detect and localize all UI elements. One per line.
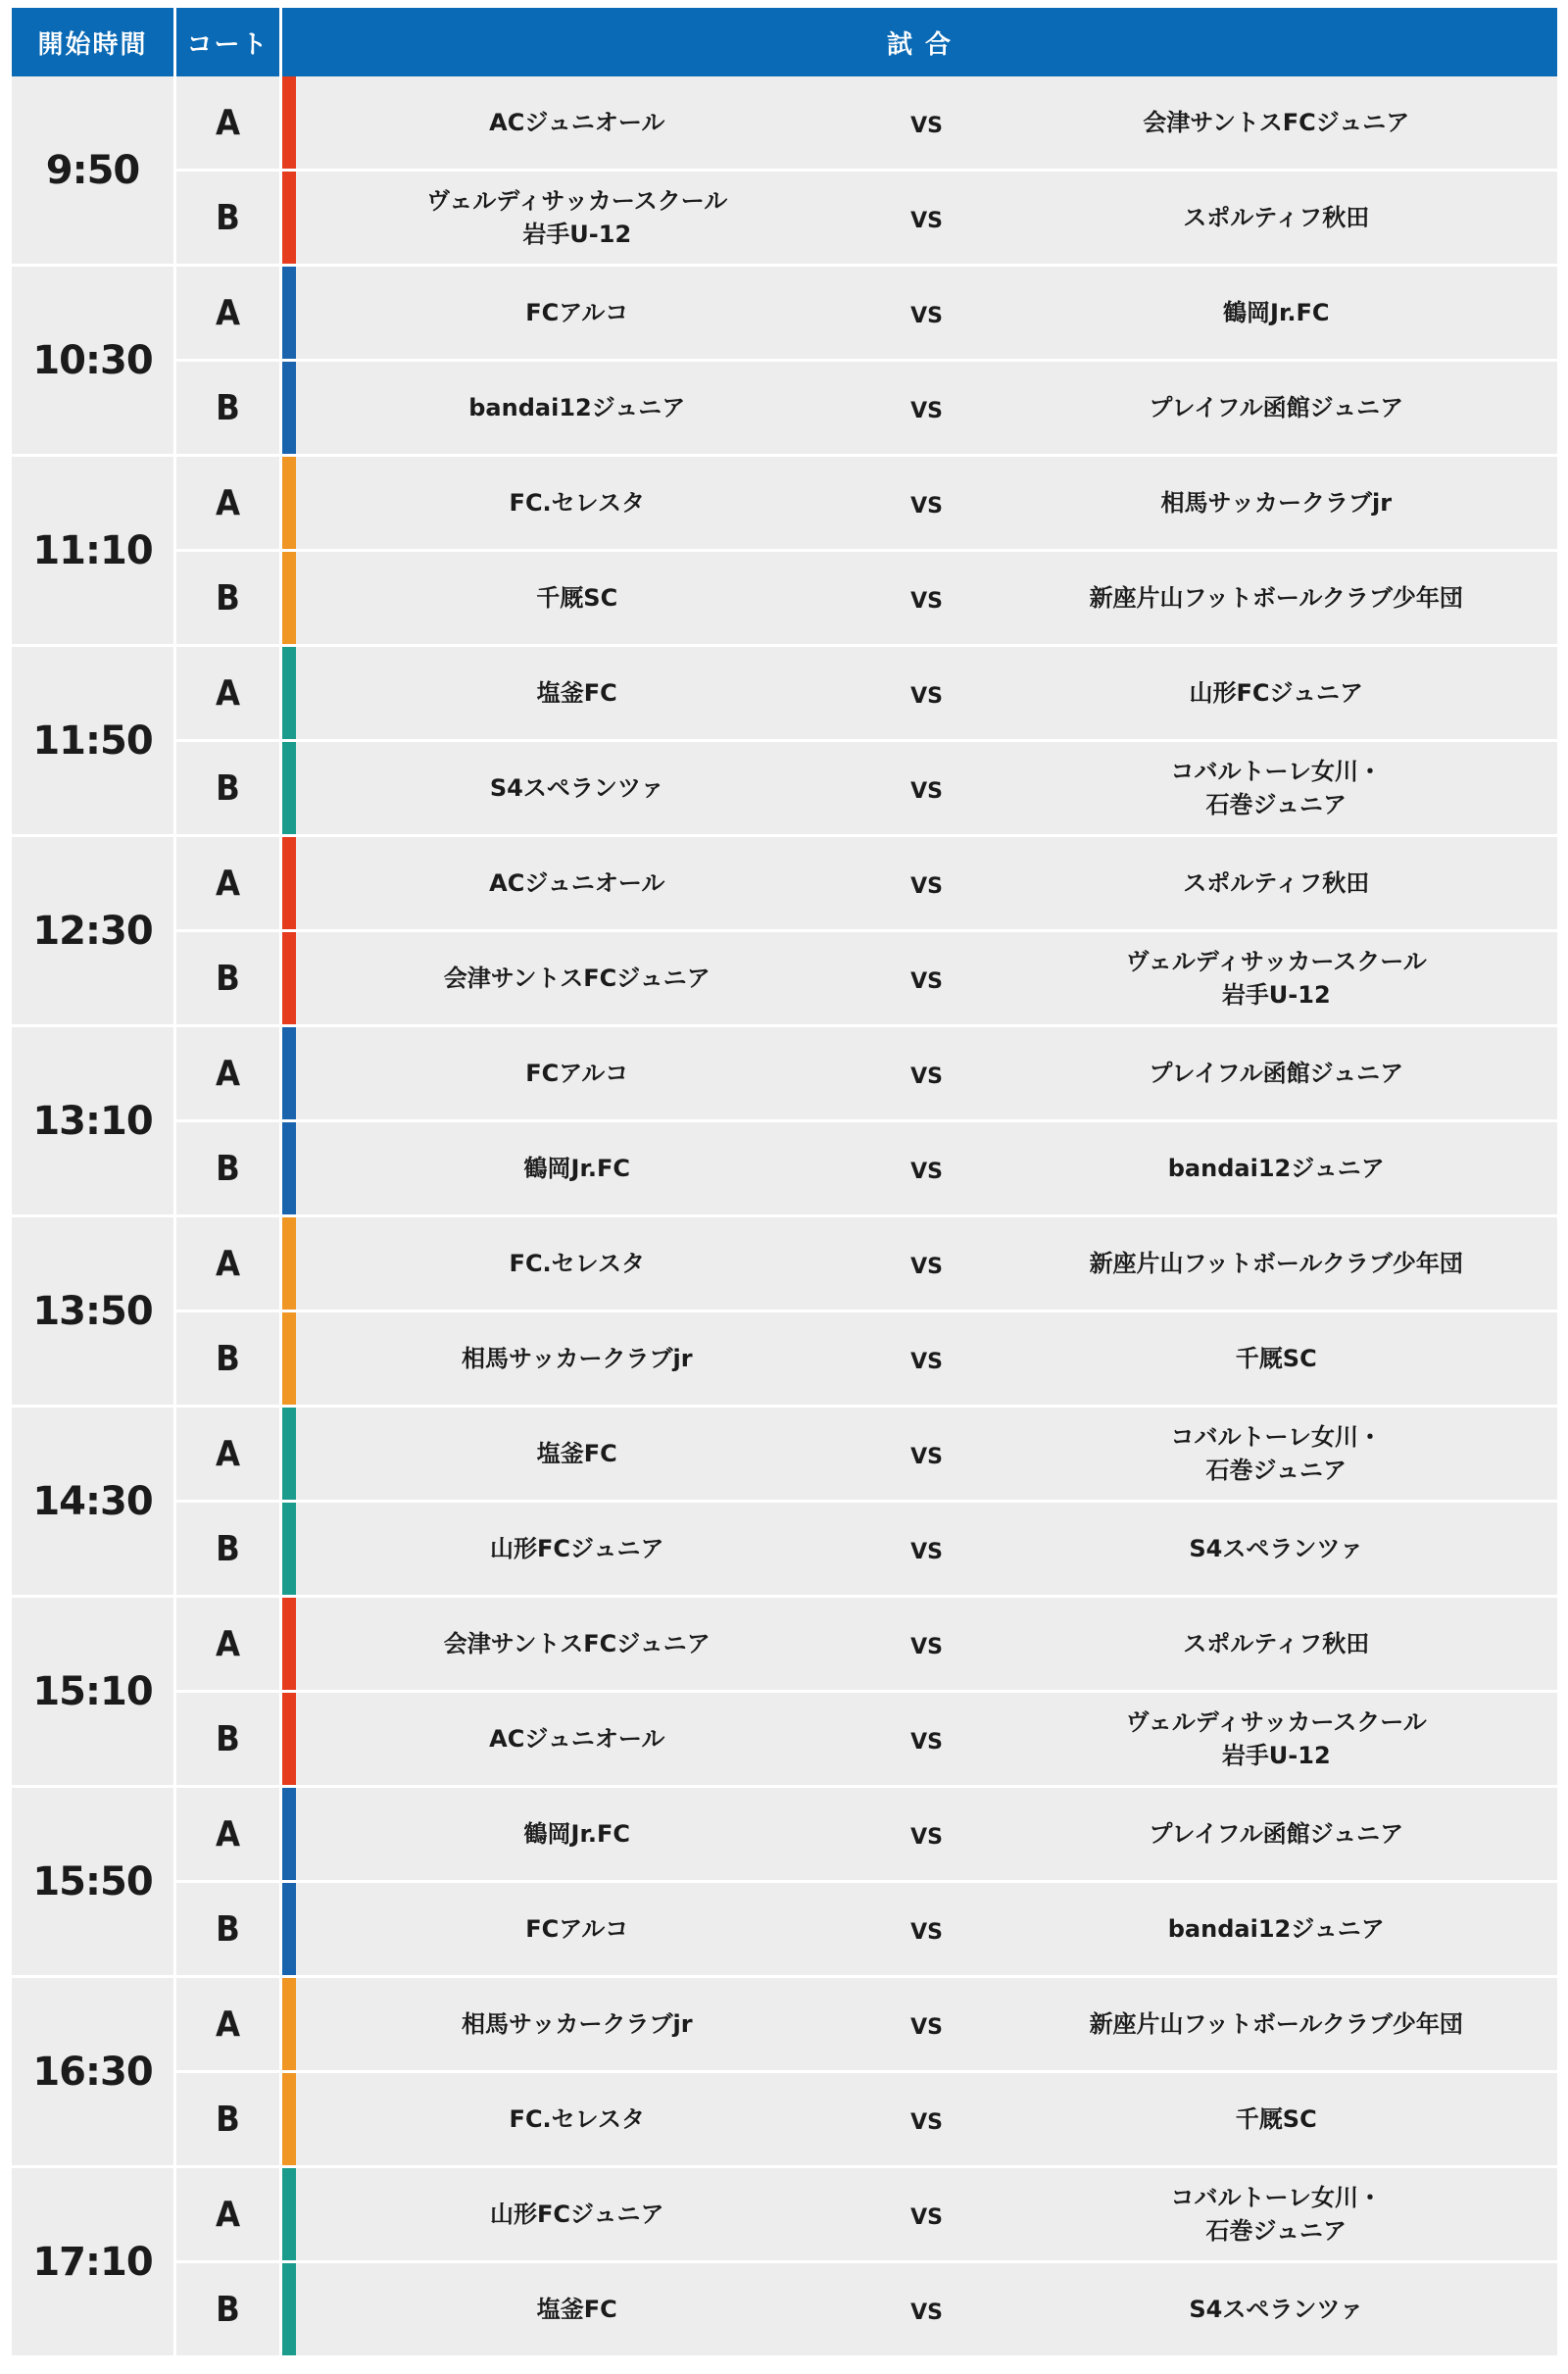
- home-team: FCアルコ: [525, 299, 629, 326]
- vs-label: VS: [910, 2014, 943, 2040]
- slot-time: 11:10: [12, 457, 173, 644]
- vs-label: VS: [910, 778, 943, 804]
- slot-color-stripe: [282, 1027, 296, 1119]
- court-label: A: [176, 1027, 279, 1119]
- court-label: B: [176, 2263, 279, 2355]
- court-label: A: [176, 76, 279, 169]
- vs-label: VS: [910, 1254, 943, 1279]
- home-team: 会津サントスFCジュニア: [443, 1630, 710, 1657]
- home-team: 塩釜FC: [536, 679, 617, 707]
- vs-label: VS: [910, 303, 943, 328]
- slot-time: 17:10: [12, 2168, 173, 2355]
- away-team: 鶴岡Jr.FC: [1223, 299, 1330, 326]
- away-team: S4スペランツァ: [1189, 1535, 1364, 1562]
- vs-label: VS: [910, 588, 943, 614]
- match-row: [282, 552, 1557, 644]
- away-team: 新座片山フットボールクラブ少年団: [1089, 1250, 1463, 1277]
- slot-time: 12:30: [12, 837, 173, 1024]
- away-team: 新座片山フットボールクラブ少年団: [1089, 2010, 1463, 2038]
- away-team: 会津サントスFCジュニア: [1143, 109, 1410, 136]
- match-row: [282, 837, 1557, 929]
- match-row: [282, 1693, 1557, 1785]
- away-team: コバルトーレ女川・ 石巻ジュニア: [1170, 758, 1383, 818]
- court-label: B: [176, 1312, 279, 1405]
- away-team: ヴェルディサッカースクール 岩手U-12: [1125, 948, 1427, 1009]
- home-team: 相馬サッカークラブjr: [461, 1345, 693, 1372]
- slot-color-stripe: [282, 1883, 296, 1975]
- home-team: ヴェルディサッカースクール 岩手U-12: [426, 187, 728, 248]
- match-row: [282, 1122, 1557, 1214]
- slot-time: 13:10: [12, 1027, 173, 1214]
- home-team: FC.セレスタ: [509, 2105, 645, 2133]
- slot-color-stripe: [282, 1503, 296, 1595]
- home-team: bandai12ジュニア: [468, 394, 686, 421]
- match-row: [282, 742, 1557, 834]
- match-row: [282, 1978, 1557, 2070]
- away-team: bandai12ジュニア: [1167, 1155, 1385, 1182]
- away-team: プレイフル函館ジュニア: [1149, 1060, 1404, 1087]
- slot-color-stripe: [282, 1978, 296, 2070]
- match-row: [282, 1883, 1557, 1975]
- away-team: 山形FCジュニア: [1189, 679, 1364, 707]
- home-team: 会津サントスFCジュニア: [443, 964, 710, 992]
- slot-color-stripe: [282, 1408, 296, 1500]
- slot-time: 16:30: [12, 1978, 173, 2165]
- vs-label: VS: [910, 1729, 943, 1755]
- home-team: FC.セレスタ: [509, 489, 645, 517]
- home-team: 山形FCジュニア: [489, 2201, 664, 2228]
- match-schedule-table: [12, 8, 1557, 2355]
- match-row: [282, 1312, 1557, 1405]
- vs-label: VS: [910, 2204, 943, 2230]
- home-team: ACジュニオール: [489, 869, 665, 897]
- vs-label: VS: [910, 1634, 943, 1659]
- match-row: [282, 1503, 1557, 1595]
- slot-color-stripe: [282, 742, 296, 834]
- slot-time: 11:50: [12, 647, 173, 834]
- slot-time: 10:30: [12, 267, 173, 454]
- slot-time: 15:10: [12, 1598, 173, 1785]
- away-team: プレイフル函館ジュニア: [1149, 394, 1404, 421]
- away-team: コバルトーレ女川・ 石巻ジュニア: [1170, 1423, 1383, 1484]
- home-team: 山形FCジュニア: [489, 1535, 664, 1562]
- slot-color-stripe: [282, 1598, 296, 1690]
- match-row: [282, 1408, 1557, 1500]
- vs-label: VS: [910, 1919, 943, 1945]
- slot-time: 9:50: [12, 76, 173, 264]
- away-team: ヴェルディサッカースクール 岩手U-12: [1125, 1708, 1427, 1769]
- vs-label: VS: [910, 1063, 943, 1089]
- away-team: スポルティフ秋田: [1183, 869, 1370, 897]
- slot-color-stripe: [282, 837, 296, 929]
- slot-color-stripe: [282, 1312, 296, 1405]
- slot-time: 14:30: [12, 1408, 173, 1595]
- court-label: B: [176, 1693, 279, 1785]
- vs-label: VS: [910, 683, 943, 709]
- slot-color-stripe: [282, 647, 296, 739]
- header-start-time: 開始時間: [12, 8, 173, 76]
- away-team: 新座片山フットボールクラブ少年団: [1089, 584, 1463, 612]
- court-label: B: [176, 742, 279, 834]
- match-row: [282, 2168, 1557, 2260]
- match-row: [282, 2263, 1557, 2355]
- vs-label: VS: [910, 1444, 943, 1469]
- home-team: 塩釜FC: [536, 2296, 617, 2323]
- match-row: [282, 76, 1557, 169]
- slot-color-stripe: [282, 1788, 296, 1880]
- vs-label: VS: [910, 2300, 943, 2325]
- home-team: ACジュニオール: [489, 109, 665, 136]
- slot-time: 15:50: [12, 1788, 173, 1975]
- court-label: A: [176, 837, 279, 929]
- match-row: [282, 932, 1557, 1024]
- vs-label: VS: [910, 2109, 943, 2135]
- slot-color-stripe: [282, 2168, 296, 2260]
- court-label: B: [176, 552, 279, 644]
- away-team: S4スペランツァ: [1189, 2296, 1364, 2323]
- vs-label: VS: [910, 968, 943, 994]
- away-team: スポルティフ秋田: [1183, 204, 1370, 231]
- away-team: コバルトーレ女川・ 石巻ジュニア: [1170, 2184, 1383, 2245]
- vs-label: VS: [910, 208, 943, 233]
- court-label: A: [176, 1217, 279, 1310]
- away-team: bandai12ジュニア: [1167, 1915, 1385, 1943]
- slot-color-stripe: [282, 1217, 296, 1310]
- vs-label: VS: [910, 873, 943, 899]
- court-label: A: [176, 1788, 279, 1880]
- home-team: 千厩SC: [536, 584, 618, 612]
- match-row: [282, 172, 1557, 264]
- slot-color-stripe: [282, 172, 296, 264]
- match-row: [282, 457, 1557, 549]
- slot-color-stripe: [282, 2073, 296, 2165]
- court-label: B: [176, 1883, 279, 1975]
- vs-label: VS: [910, 398, 943, 423]
- court-label: B: [176, 172, 279, 264]
- header-court: コート: [176, 8, 279, 76]
- home-team: ACジュニオール: [489, 1725, 665, 1753]
- match-row: [282, 362, 1557, 454]
- slot-time: 13:50: [12, 1217, 173, 1405]
- match-row: [282, 1598, 1557, 1690]
- match-row: [282, 267, 1557, 359]
- vs-label: VS: [910, 1539, 943, 1564]
- court-label: A: [176, 1978, 279, 2070]
- court-label: B: [176, 1122, 279, 1214]
- match-row: [282, 1217, 1557, 1310]
- slot-color-stripe: [282, 932, 296, 1024]
- court-label: A: [176, 1598, 279, 1690]
- slot-color-stripe: [282, 2263, 296, 2355]
- court-label: B: [176, 2073, 279, 2165]
- match-row: [282, 1027, 1557, 1119]
- slot-color-stripe: [282, 362, 296, 454]
- home-team: FC.セレスタ: [509, 1250, 645, 1277]
- court-label: B: [176, 1503, 279, 1595]
- home-team: 相馬サッカークラブjr: [461, 2010, 693, 2038]
- match-row: [282, 1788, 1557, 1880]
- home-team: 鶴岡Jr.FC: [523, 1820, 630, 1848]
- vs-label: VS: [910, 1159, 943, 1184]
- court-label: B: [176, 362, 279, 454]
- away-team: スポルティフ秋田: [1183, 1630, 1370, 1657]
- home-team: FCアルコ: [525, 1915, 629, 1943]
- away-team: 千厩SC: [1235, 2105, 1317, 2133]
- court-label: A: [176, 2168, 279, 2260]
- court-label: A: [176, 457, 279, 549]
- court-label: A: [176, 1408, 279, 1500]
- away-team: プレイフル函館ジュニア: [1149, 1820, 1404, 1848]
- match-row: [282, 2073, 1557, 2165]
- match-row: [282, 647, 1557, 739]
- away-team: 千厩SC: [1235, 1345, 1317, 1372]
- court-label: A: [176, 647, 279, 739]
- slot-color-stripe: [282, 1693, 296, 1785]
- slot-color-stripe: [282, 1122, 296, 1214]
- header-match: 試 合: [282, 8, 1557, 76]
- vs-label: VS: [910, 493, 943, 519]
- vs-label: VS: [910, 113, 943, 138]
- slot-color-stripe: [282, 76, 296, 169]
- vs-label: VS: [910, 1824, 943, 1850]
- slot-color-stripe: [282, 457, 296, 549]
- court-label: B: [176, 932, 279, 1024]
- home-team: FCアルコ: [525, 1060, 629, 1087]
- vs-label: VS: [910, 1349, 943, 1374]
- slot-color-stripe: [282, 267, 296, 359]
- home-team: 鶴岡Jr.FC: [523, 1155, 630, 1182]
- home-team: 塩釜FC: [536, 1440, 617, 1467]
- slot-color-stripe: [282, 552, 296, 644]
- away-team: 相馬サッカークラブjr: [1160, 489, 1393, 517]
- court-label: A: [176, 267, 279, 359]
- home-team: S4スペランツァ: [489, 774, 664, 802]
